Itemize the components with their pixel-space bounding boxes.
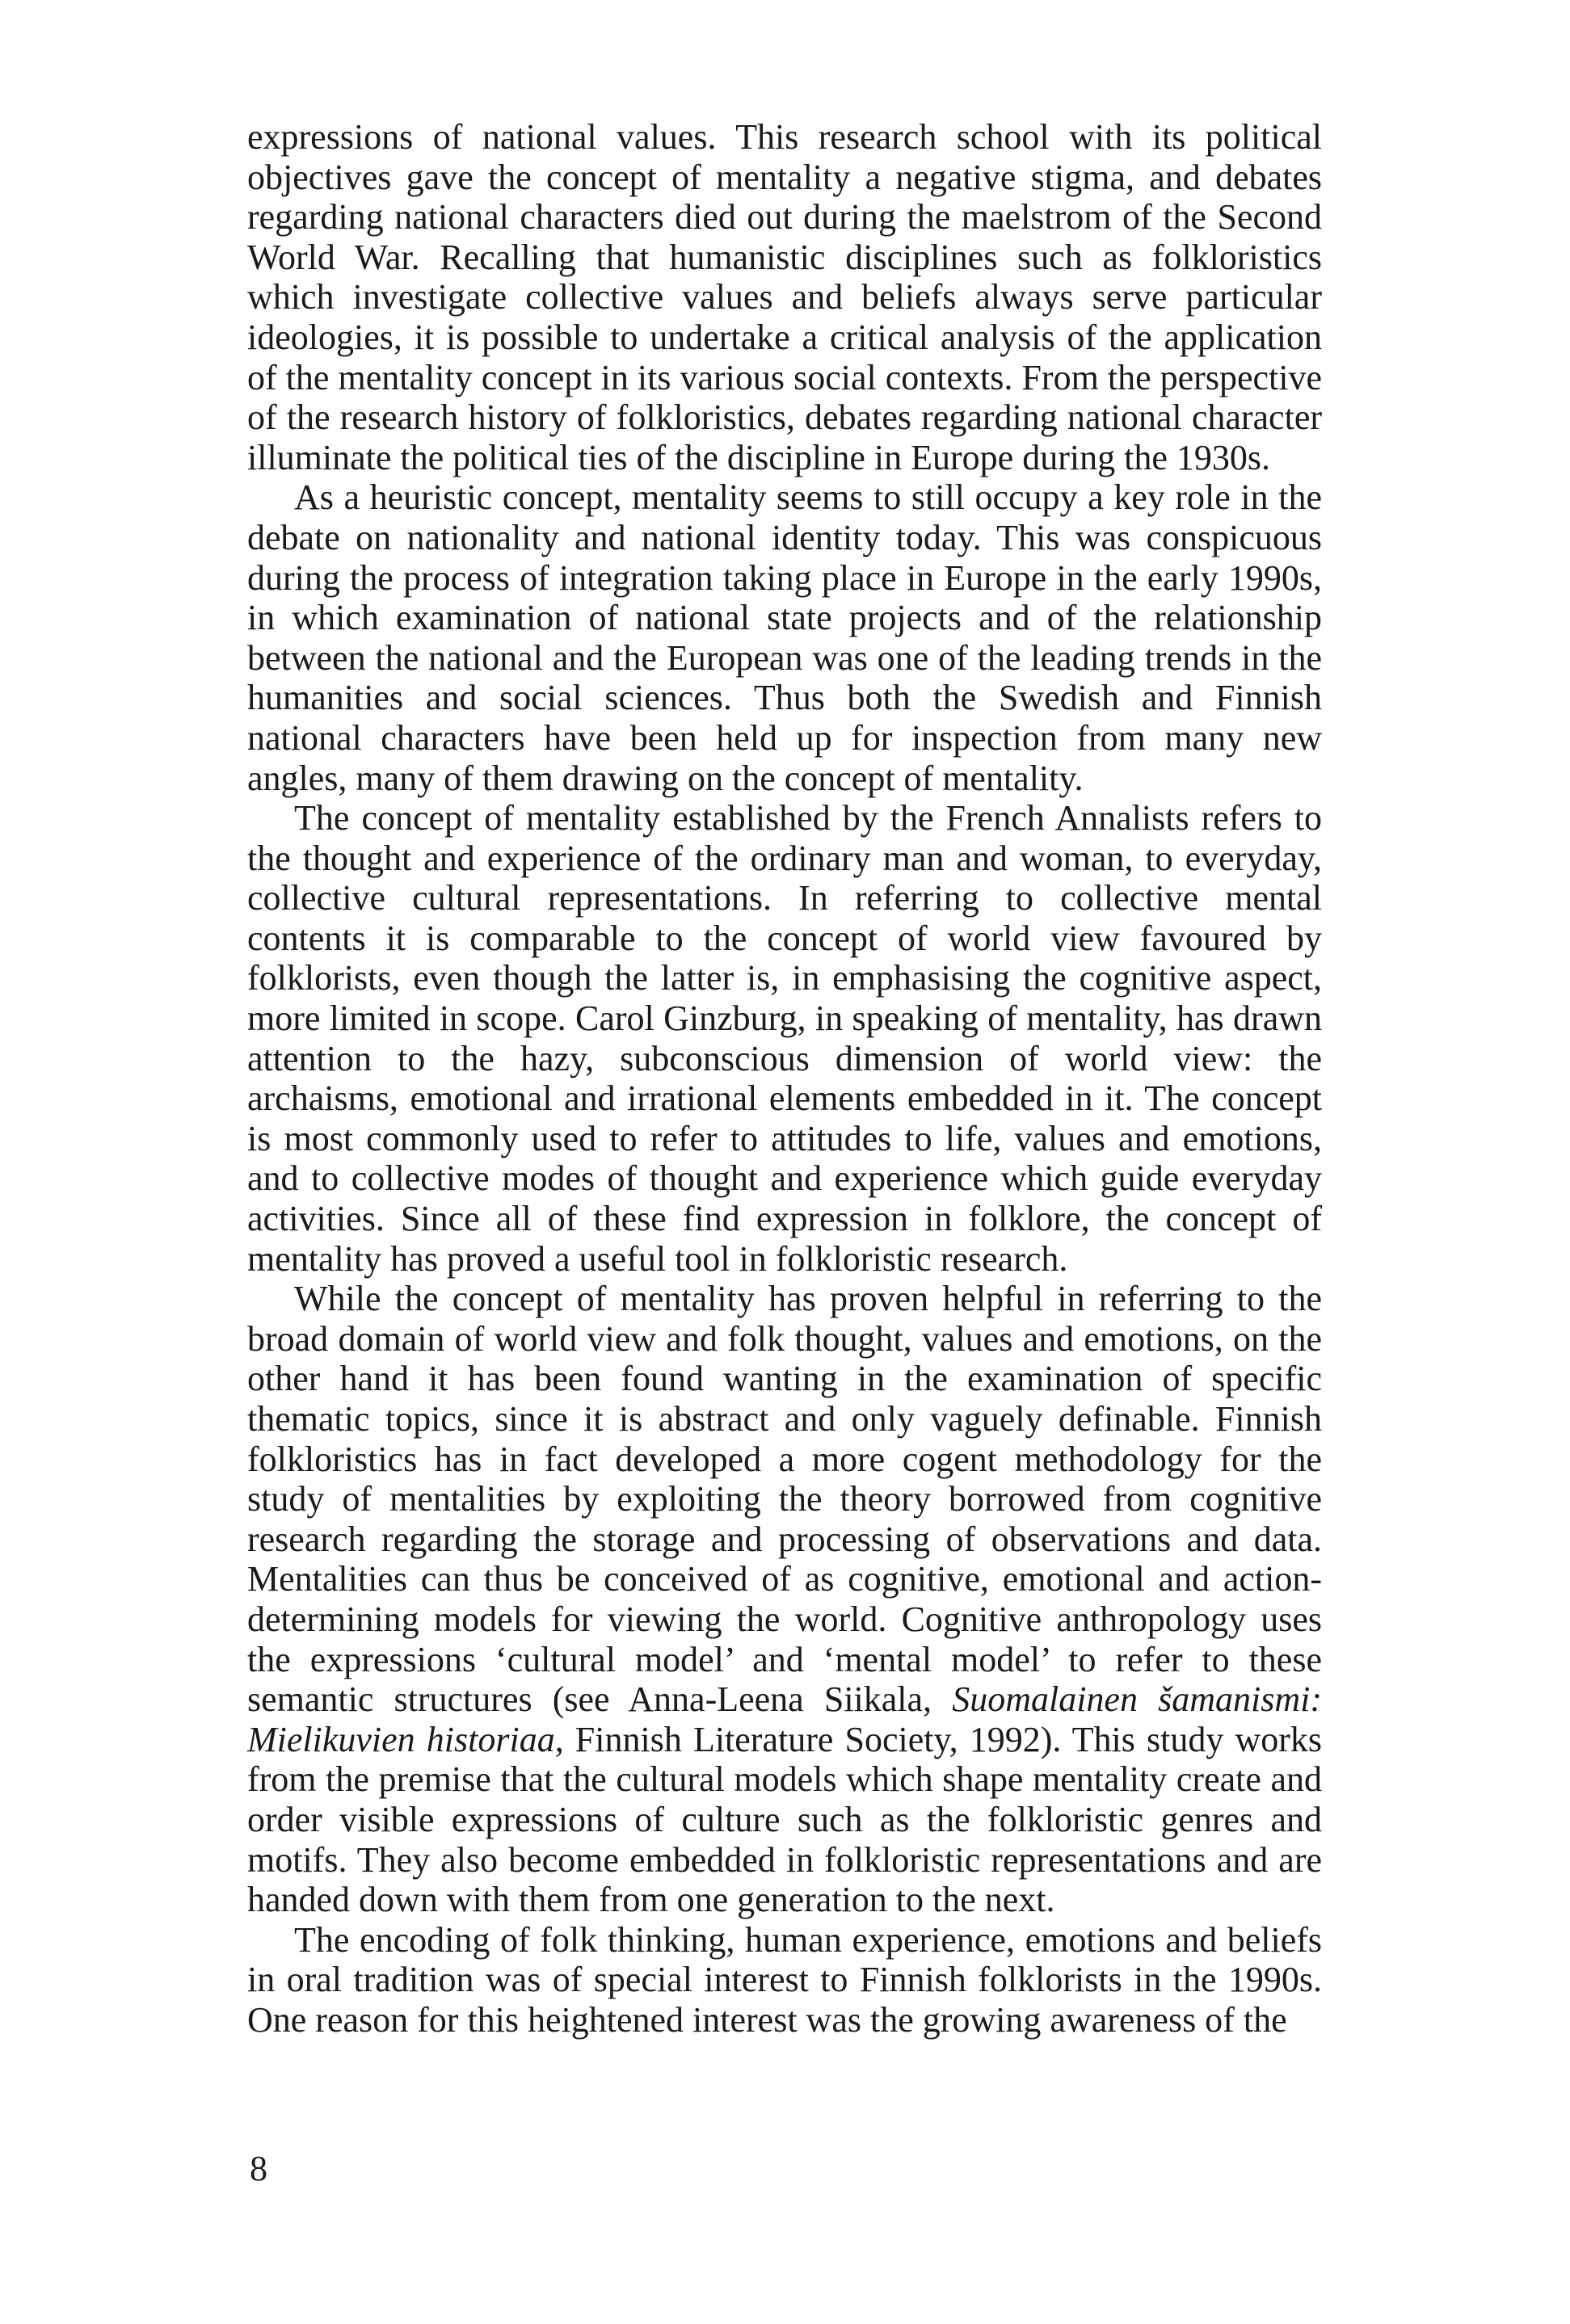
paragraph-1: expressions of national values. This research school with its political objectives gave the concept of mentality a negative stigma, and debates regarding national characters died out during the maelstrom of the Second World War. Recalling that humanistic disciplines such as folkloristics which investigate collective values and beliefs always serve particular ideologies, it is possible to undertake a critical analysis of the application of the mentality concept in its various social contexts. From the perspective of the research history of folkloristics, debates regarding national character illuminate the political ties of the discipline in Europe during the 1930s. [247, 117, 1322, 477]
book-title: Suomalainen šamanismi: Mielikuvien historiaa [247, 1679, 1322, 1759]
paragraph-4-text-before: While the concept of mentality has proven helpful in referring to the broad domain of world view and folk thought, values and emotions, on the other hand it has been found wanting in the examination of specific thematic topics, since it is abstract and only vaguely definable. Finnish folkloristics has in fact developed a more cogent methodology for the study of mentalities by exploiting the theory borrowed from cognitive research regarding the storage and processing of observations and data. Mentalities can thus be conceived of as cognitive, emotional and action-determining models for viewing the world. Cognitive anthropology uses the expressions ‘cultural model’ and ‘mental model’ to refer to these semantic structures (see Anna-Leena Siikala, [247, 1279, 1322, 1720]
paragraph-3: The concept of mentality established by the French Annalists refers to the thought and experience of the ordinary man and woman, to everyday, collective cultural representations. In referring to collective mental contents it is comparable to the concept of world view favoured by folklorists, even though the latter is, in emphasising the cognitive aspect, more limited in scope. Carol Ginzburg, in speaking of mentality, has drawn attention to the hazy, subconscious dimension of world view: the archaisms, emotional and irrational elements embedded in it. The concept is most commonly used to refer to attitudes to life, values and emotions, and to collective modes of thought and experience which guide everyday activities. Since all of these find expression in folklore, the concept of mentality has proved a useful tool in folkloristic research. [247, 798, 1322, 1279]
paragraph-5: The encoding of folk thinking, human experience, emotions and beliefs in oral tradition was of special interest to Finnish folklorists in the 1990s. One reason for this heightened interest was the growing awareness of the [247, 1919, 1322, 2040]
paragraph-4-text-after: , Finnish Literature Society, 1992). This study works from the premise that the cultural models which shape mentality create and order visible expressions of culture such as the folkloristic genres and motifs. They also become embedded in folkloristic representations and are handed down with them from one generation to the next. [247, 1719, 1323, 1920]
paragraph-2: As a heuristic concept, mentality seems to still occupy a key role in the debate on nationality and national identity today. This was conspicuous during the process of integration taking place in Europe in the early 1990s, in which examination of national state projects and of the relationship between the national and the European was one of the leading trends in the humanities and social sciences. Thus both the Swedish and Finnish national characters have been held up for inspection from many new angles, many of them drawing on the concept of mentality. [247, 477, 1322, 798]
paragraph-4 [247, 1279, 1322, 1920]
page-number: 8 [250, 2149, 267, 2188]
body-text [247, 117, 1322, 2040]
